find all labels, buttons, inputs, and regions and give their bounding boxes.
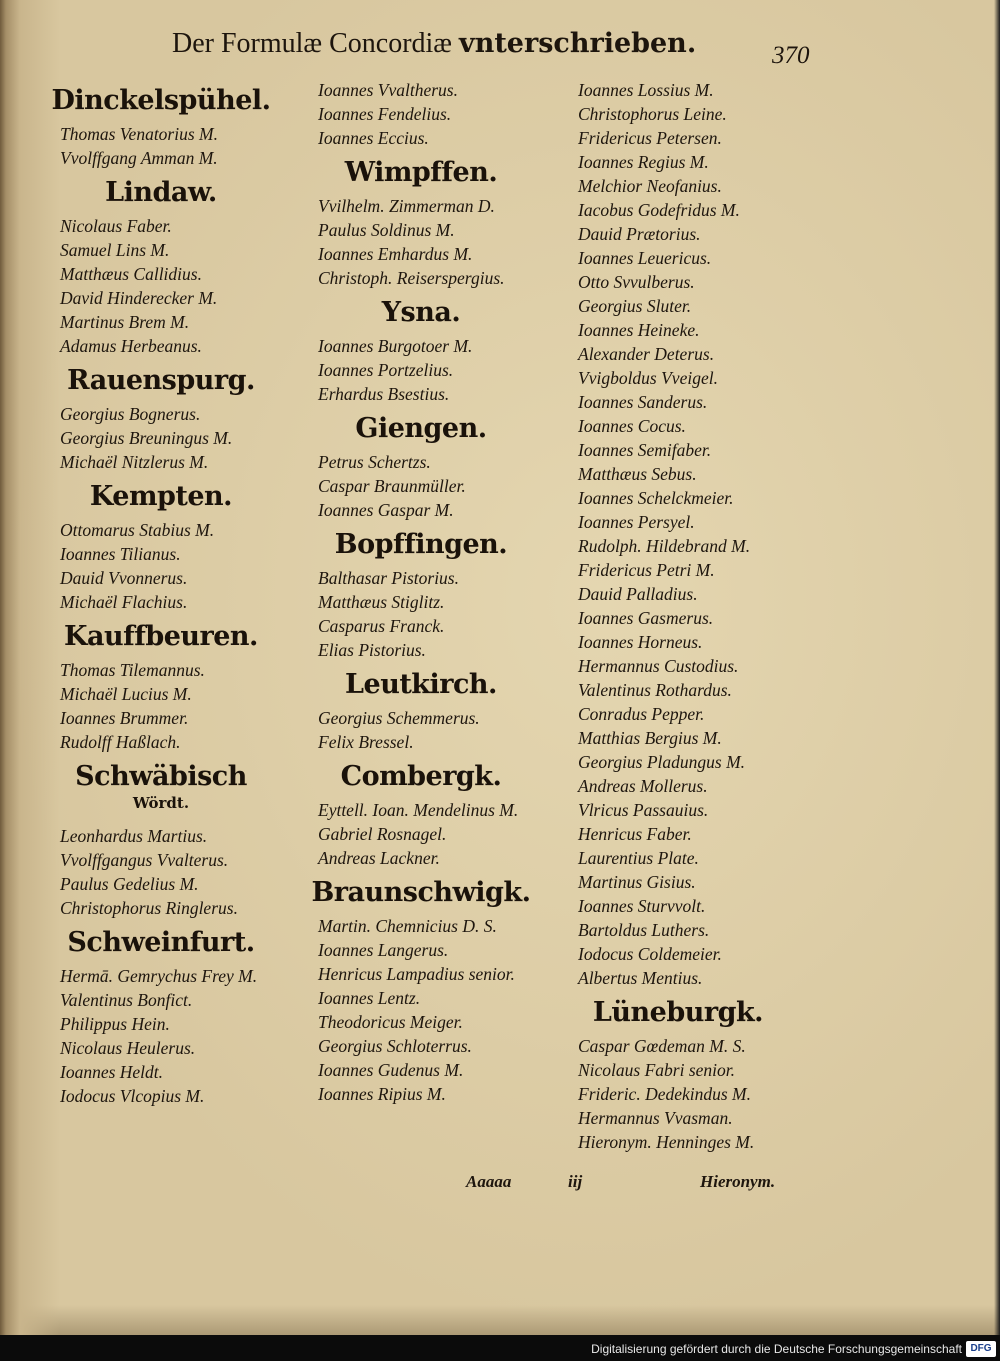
signatory-name: Henricus Lampadius senior. (318, 964, 515, 984)
city-heading: Lindaw. (105, 177, 217, 208)
signatory-name: Otto Svvulberus. (578, 272, 695, 292)
signatory-name: Christoph. Reiserspergius. (318, 268, 505, 288)
column-2 (286, 78, 556, 1106)
signatory-name: Georgius Bognerus. (60, 404, 201, 424)
signatory-name: David Hinderecker M. (60, 288, 218, 308)
signatory-name: Ioannes Leuericus. (578, 248, 712, 268)
signatory-name: Georgius Sluter. (578, 296, 692, 316)
signatory-name: Ioannes Lentz. (318, 988, 421, 1008)
signatory-name: Iodocus Coldemeier. (578, 944, 722, 964)
city-heading: Ysna. (381, 297, 461, 328)
column-3 (548, 78, 808, 1154)
signatory-name: Ioannes Brummer. (60, 708, 189, 728)
signatory-name: Hermannus Custodius. (578, 656, 739, 676)
signatory-name: Petrus Schertzs. (318, 452, 431, 472)
signatory-name: Ioannes Gudenus M. (318, 1060, 464, 1080)
signatory-name: Michaël Flachius. (60, 592, 188, 612)
signatory-name: Martinus Brem M. (60, 312, 190, 332)
signatory-name: Ioannes Heineke. (578, 320, 700, 340)
signatory-name: Philippus Hein. (60, 1014, 170, 1034)
signatory-name: Dauid Prætorius. (578, 224, 701, 244)
signatory-name: Casparus Franck. (318, 616, 445, 636)
signatory-name: Ioannes Gaspar M. (318, 500, 454, 520)
signatory-name: Ioannes Tilianus. (60, 544, 181, 564)
city-subheading: Wördt. (132, 794, 190, 812)
signatory-name: Alexander Deterus. (578, 344, 715, 364)
signature-mark: Aaaaa (466, 1172, 512, 1191)
signatory-name: Leonhardus Martius. (60, 826, 208, 846)
signatory-name: Gabriel Rosnagel. (318, 824, 447, 844)
signatory-name: Michaël Nitzlerus M. (60, 452, 209, 472)
signatory-name: Vvigboldus Vveigel. (578, 368, 718, 388)
page-header (172, 28, 712, 60)
signatory-name: Vlricus Passauius. (578, 800, 709, 820)
signatory-name: Albertus Mentius. (578, 968, 703, 988)
signatory-name: Ioannes Emhardus M. (318, 244, 473, 264)
city-heading: Schweinfurt. (67, 927, 255, 958)
signatory-name: Samuel Lins M. (60, 240, 170, 260)
signatory-name: Ioannes Ripius M. (318, 1084, 446, 1104)
signatory-name: Vvolffgang Amman M. (60, 148, 218, 168)
signatory-name: Iacobus Godefridus M. (578, 200, 740, 220)
signatory-name: Michaël Lucius M. (60, 684, 192, 704)
city-heading: Combergk. (340, 761, 502, 792)
signatory-name: Erhardus Bsestius. (318, 384, 450, 404)
signatory-name: Ioannes Lossius M. (578, 80, 714, 100)
city-heading: Schwäbisch (75, 761, 247, 792)
signatory-name: Conradus Pepper. (578, 704, 705, 724)
signatory-name: Georgius Breuningus M. (60, 428, 233, 448)
signatory-name: Rudolph. Hildebrand M. (578, 536, 751, 556)
signatory-name: Matthæus Stiglitz. (318, 592, 445, 612)
signatory-name: Hermā. Gemrychus Frey M. (60, 966, 258, 986)
header-title-roman: Der Formulæ Concordiæ (172, 28, 452, 59)
header-title-fraktur: vnterschrieben. (459, 28, 697, 59)
signatory-name: Dauid Palladius. (578, 584, 698, 604)
signatory-name: Ioannes Fendelius. (318, 104, 452, 124)
signatory-name: Andreas Mollerus. (578, 776, 708, 796)
footer-bar (0, 1338, 1000, 1361)
dfg-logo-icon: DFG (966, 1341, 996, 1357)
signatory-name: Ioannes Sturvvolt. (578, 896, 706, 916)
signatory-name: Ioannes Cocus. (578, 416, 686, 436)
city-heading: Kempten. (89, 481, 233, 512)
column-1 (30, 78, 292, 1108)
signatory-name: Georgius Schloterrus. (318, 1036, 472, 1056)
signatory-name: Thomas Tilemannus. (60, 660, 205, 680)
signatory-name: Henricus Faber. (578, 824, 692, 844)
signatory-name: Matthæus Sebus. (578, 464, 697, 484)
signatory-name: Ioannes Schelckmeier. (578, 488, 734, 508)
signatory-name: Laurentius Plate. (578, 848, 699, 868)
city-heading: Wimpffen. (344, 157, 498, 188)
signatory-name: Vvilhelm. Zimmerman D. (318, 196, 495, 216)
signatory-name: Thomas Venatorius M. (60, 124, 218, 144)
signatory-name: Vvolffgangus Vvalterus. (60, 850, 229, 870)
signatory-name: Ioannes Langerus. (318, 940, 449, 960)
city-heading: Lüneburgk. (592, 997, 764, 1028)
signatory-name: Fridericus Petri M. (578, 560, 715, 580)
signatory-name: Ioannes Burgotoer M. (318, 336, 473, 356)
city-heading: Bopffingen. (334, 529, 508, 560)
signatory-name: Iodocus Vlcopius M. (60, 1086, 205, 1106)
signatory-name: Bartoldus Luthers. (578, 920, 710, 940)
signatory-name: Eyttell. Ioan. Mendelinus M. (318, 800, 519, 820)
signatory-name: Andreas Lackner. (318, 848, 440, 868)
page-number: 370 (772, 42, 810, 69)
signatory-name: Ioannes Gasmerus. (578, 608, 714, 628)
signatory-name: Martinus Gisius. (578, 872, 696, 892)
city-heading: Giengen. (355, 413, 487, 444)
signatory-name: Georgius Pladungus M. (578, 752, 746, 772)
signatory-name: Georgius Schemmerus. (318, 708, 480, 728)
signatory-name: Ioannes Sanderus. (578, 392, 708, 412)
signatory-name: Elias Pistorius. (318, 640, 426, 660)
signatory-name: Nicolaus Faber. (60, 216, 172, 236)
signatory-name: Theodoricus Meiger. (318, 1012, 463, 1032)
signatory-name: Matthias Bergius M. (578, 728, 722, 748)
signatory-name: Valentinus Rothardus. (578, 680, 732, 700)
signatory-name: Melchior Neofanius. (578, 176, 722, 196)
signatory-name: Ioannes Heldt. (60, 1062, 164, 1082)
city-heading: Leutkirch. (345, 669, 497, 700)
signatory-name: Hieronym. Henninges M. (578, 1132, 755, 1152)
signatory-name: Ioannes Eccius. (318, 128, 429, 148)
signatory-name: Paulus Gedelius M. (60, 874, 199, 894)
signatory-name: Ottomarus Stabius M. (60, 520, 215, 540)
catchword: Hieronym. (700, 1172, 776, 1191)
city-heading: Braunschwigk. (311, 877, 531, 908)
signatory-name: Matthæus Callidius. (60, 264, 202, 284)
signatory-name: Ioannes Vvaltherus. (318, 80, 458, 100)
signatory-name: Valentinus Bonfict. (60, 990, 193, 1010)
signatory-name: Ioannes Regius M. (578, 152, 709, 172)
signatory-name: Caspar Gœdeman M. S. (578, 1036, 746, 1056)
signatory-name: Adamus Herbeanus. (60, 336, 202, 356)
signatory-name: Ioannes Horneus. (578, 632, 703, 652)
signatory-name: Felix Bressel. (318, 732, 414, 752)
signatory-name: Nicolaus Heulerus. (60, 1038, 196, 1058)
signatory-name: Frideric. Dedekindus M. (578, 1084, 752, 1104)
signatory-name: Ioannes Semifaber. (578, 440, 712, 460)
signatory-name: Christophorus Leine. (578, 104, 727, 124)
signatory-name: Balthasar Pistorius. (318, 568, 459, 588)
signatory-name: Caspar Braunmüller. (318, 476, 466, 496)
signature-number: iij (568, 1172, 583, 1191)
signatory-name: Rudolff Haßlach. (60, 732, 181, 752)
signatory-name: Hermannus Vvasman. (578, 1108, 733, 1128)
city-heading: Kauffbeuren. (64, 621, 258, 652)
signatory-name: Nicolaus Fabri senior. (578, 1060, 736, 1080)
signatory-name: Martin. Chemnicius D. S. (318, 916, 497, 936)
signatory-name: Ioannes Persyel. (578, 512, 695, 532)
signatory-name: Fridericus Petersen. (578, 128, 722, 148)
signatory-name: Christophorus Ringlerus. (60, 898, 238, 918)
city-heading: Rauenspurg. (67, 365, 255, 396)
signatory-name: Ioannes Portzelius. (318, 360, 454, 380)
signatory-name: Dauid Vvonnerus. (60, 568, 188, 588)
signatory-name: Paulus Soldinus M. (318, 220, 455, 240)
city-heading: Dinckelspühel. (51, 85, 271, 116)
funding-credit: Digitalisierung gefördert durch die Deutsche Forschungsgemeinschaft (591, 1342, 962, 1356)
